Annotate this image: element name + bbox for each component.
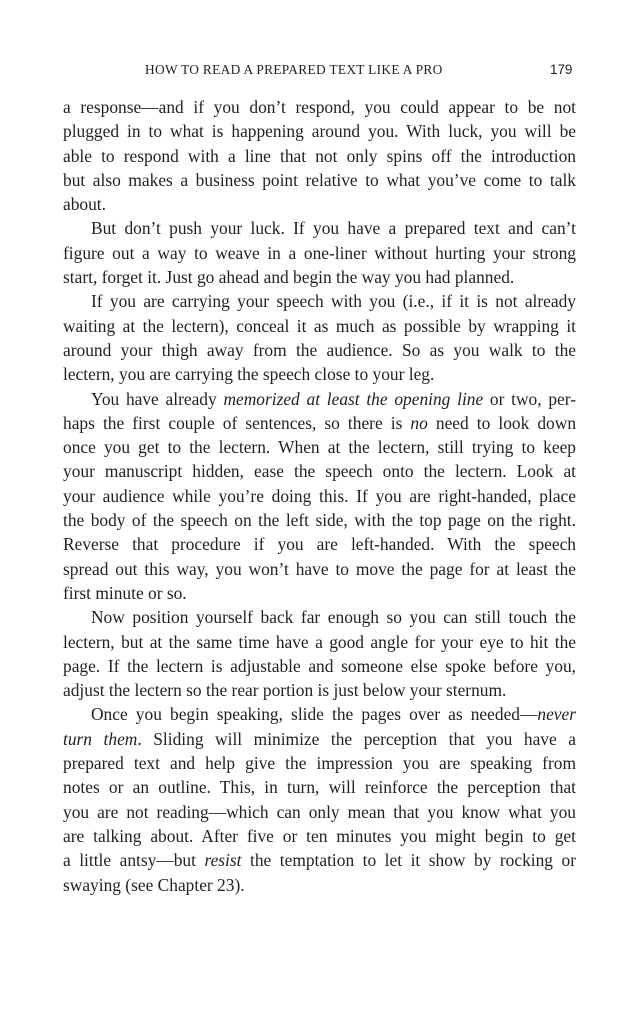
text-run: start, forget it. Just go ahead and begin the way you had planned. xyxy=(63,267,515,288)
text-run: But don’t push your luck. If you have a prepared text and can’t xyxy=(91,218,576,239)
paragraph xyxy=(63,216,576,289)
italic-text: resist xyxy=(204,850,242,871)
text-run: around your thigh away from the audience. So as you walk to the xyxy=(63,339,576,360)
text-line xyxy=(63,532,576,556)
text-run: Once you begin speaking, slide the pages over as needed— xyxy=(91,704,538,725)
text-line xyxy=(63,314,576,338)
text-line xyxy=(63,654,576,678)
page-number: 179 xyxy=(550,62,573,77)
text-run: waiting at the lectern), conceal it as much as possible by wrapping it xyxy=(63,315,576,336)
text-run: adjust the lectern so the rear portion is just below your sternum. xyxy=(63,680,507,701)
text-line xyxy=(63,338,576,362)
italic-text: no xyxy=(410,412,428,433)
text-run: notes or an outline. This, in turn, will reinforce the perception that xyxy=(63,777,576,798)
text-line xyxy=(63,484,576,508)
text-line xyxy=(63,630,576,654)
text-run: plugged in to what is happening around you. With luck, you will be xyxy=(63,121,576,142)
text-line xyxy=(63,678,576,702)
text-line xyxy=(63,387,576,411)
text-line xyxy=(63,873,576,897)
text-line xyxy=(63,435,576,459)
text-run: lectern, but at the same time have a good angle for your eye to hit the xyxy=(63,631,576,652)
text-run: once you get to the lectern. When at the lectern, still trying to keep xyxy=(63,437,576,458)
text-run: page. If the lectern is adjustable and someone else spoke before you, xyxy=(63,655,576,676)
text-line xyxy=(63,168,576,192)
text-line xyxy=(63,241,576,265)
text-run: You have already xyxy=(91,388,224,409)
text-run: prepared text and help give the impression you are speaking from xyxy=(63,753,576,774)
text-line xyxy=(63,95,576,119)
text-run: your manuscript hidden, ease the speech onto the lectern. Look at xyxy=(63,461,576,482)
text-line xyxy=(63,727,576,751)
text-run: If you are carrying your speech with you (i.e., if it is not already xyxy=(91,291,576,312)
text-run: lectern, you are carrying the speech close to your leg. xyxy=(63,364,435,385)
text-run: the temptation to let it show by rocking or xyxy=(241,850,576,871)
text-line xyxy=(63,265,576,289)
paragraph xyxy=(63,605,576,702)
text-line xyxy=(63,216,576,240)
text-run: or two, per- xyxy=(483,388,576,409)
text-run: . Sliding will minimize the perception that you have a xyxy=(137,728,576,749)
text-line xyxy=(63,119,576,143)
text-line xyxy=(63,192,576,216)
text-run: the body of the speech on the left side, with the top page on the right. xyxy=(63,510,576,531)
text-run: swaying (see Chapter 23). xyxy=(63,874,245,895)
text-line xyxy=(63,557,576,581)
text-run: but also makes a business point relative to what you’ve come to talk xyxy=(63,169,576,190)
text-line xyxy=(63,824,576,848)
text-line xyxy=(63,751,576,775)
text-line xyxy=(63,362,576,386)
paragraph xyxy=(63,95,576,216)
text-line xyxy=(63,459,576,483)
text-run: Reverse that procedure if you are left-handed. With the speech xyxy=(63,534,576,555)
italic-text: turn them xyxy=(63,728,138,749)
text-run: a little antsy—but xyxy=(63,850,205,871)
paragraph xyxy=(63,289,576,386)
text-line xyxy=(63,775,576,799)
text-run: figure out a way to weave in a one-liner without hurting your strong xyxy=(63,242,576,263)
text-run: able to respond with a line that not only spins off the introduction xyxy=(63,145,576,166)
text-run: about. xyxy=(63,194,106,215)
text-line xyxy=(63,411,576,435)
paragraph xyxy=(63,387,576,606)
text-line xyxy=(63,848,576,872)
text-line xyxy=(63,144,576,168)
text-line xyxy=(63,508,576,532)
text-line xyxy=(63,605,576,629)
text-line xyxy=(63,289,576,313)
italic-text: memorized at least the opening line xyxy=(223,388,484,409)
text-run: need to look down xyxy=(427,412,577,433)
text-run: Now position yourself back far enough so you can still touch the xyxy=(91,607,576,628)
text-run: a response—and if you don’t respond, you could appear to be not xyxy=(63,97,576,117)
text-run: are talking about. After five or ten minutes you might begin to get xyxy=(63,825,576,846)
text-run: spread out this way, you won’t have to move the page for at least the xyxy=(63,558,576,579)
text-line xyxy=(63,581,576,605)
text-run: first minute or so. xyxy=(63,582,187,603)
text-run: haps the first couple of sentences, so there is xyxy=(63,412,411,433)
paragraph xyxy=(63,702,576,896)
running-head: HOW TO READ A PREPARED TEXT LIKE A PRO xyxy=(145,62,443,77)
text-run: your audience while you’re doing this. If you are right-handed, place xyxy=(63,485,576,506)
italic-text: never xyxy=(537,704,576,725)
body-text xyxy=(63,95,576,897)
text-line xyxy=(63,800,576,824)
text-line xyxy=(63,702,576,726)
text-run: you are not reading—which can only mean that you know what you xyxy=(63,801,576,822)
